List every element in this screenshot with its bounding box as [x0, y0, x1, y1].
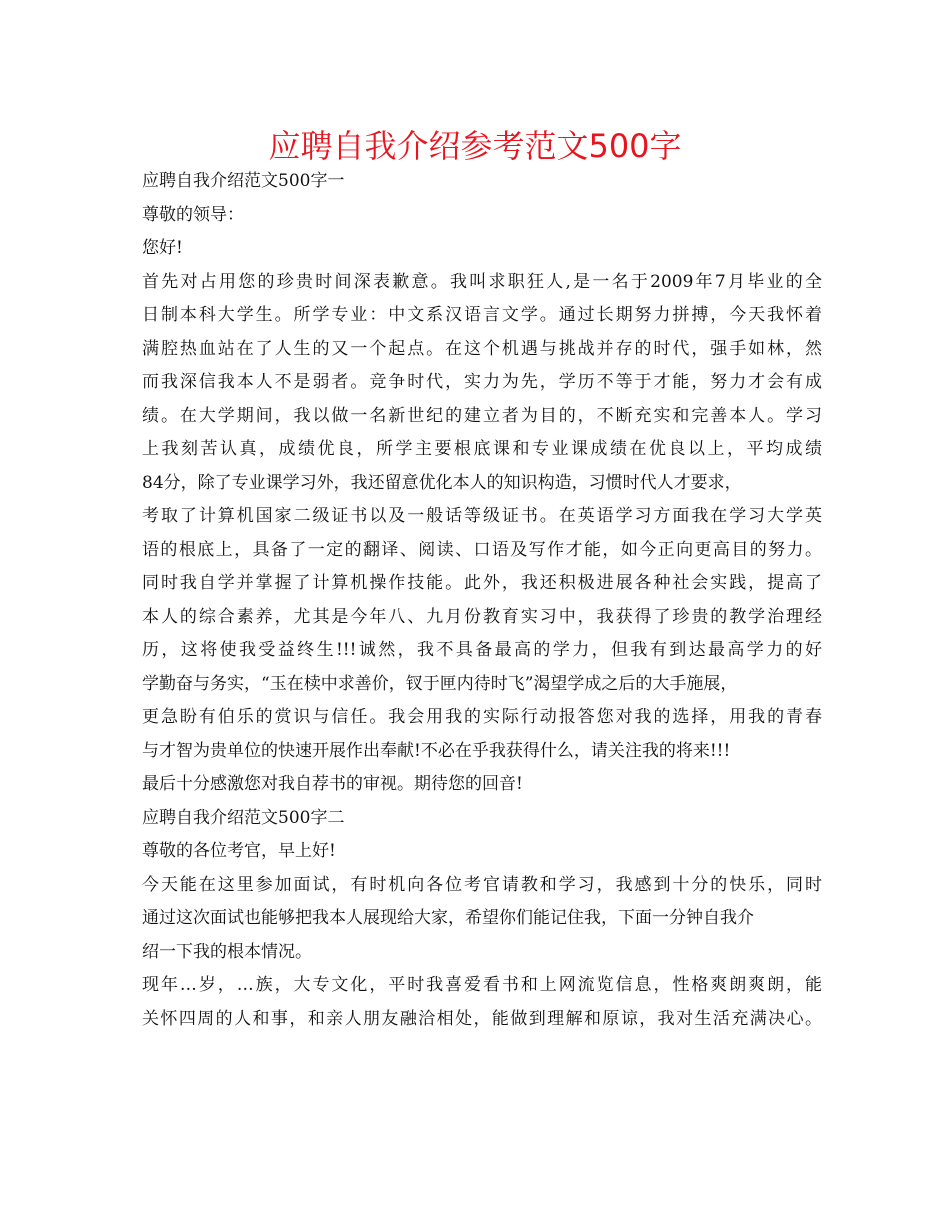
closing-line: 最后十分感激您对我自荐书的审视。期待您的回音! [142, 774, 523, 794]
paragraph-line: 学勤奋与务实，“玉在椟中求善价，钗于匣内待时飞”渴望学成之后的大手施展， [142, 673, 738, 694]
paragraph-line: 绍一下我的根本情况。 [142, 941, 312, 962]
paragraph-line: 上我刻苦认真，成绩优良，所学主要根底课和专业课成绩在优良以上，平均成绩 [142, 439, 822, 459]
paragraph-line: 关怀四周的人和事，和亲人朋友融洽相处，能做到理解和原谅，我对生活充满决心。 [142, 1008, 822, 1029]
section-heading-1: 应聘自我介绍范文500字一 [142, 171, 345, 191]
salutation: 尊敬的各位考官，早上好! [142, 841, 336, 861]
paragraph-line: 而我深信我本人不是弱者。竞争时代，实力为先，学历不等于才能，努力才会有成 [142, 372, 822, 392]
paragraph-line: 本人的综合素养，尤其是今年八、九月份教育实习中，我获得了珍贵的教学治理经 [142, 606, 822, 627]
paragraph-line: 日制本科大学生。所学专业：中文系汉语言文学。通过长期努力拼搏，今天我怀着 [142, 305, 822, 325]
paragraph-line: 首先对占用您的珍贵时间深表歉意。我叫求职狂人,是一名于2009年7月毕业的全 [142, 271, 822, 292]
paragraph-line: 语的根底上，具备了一定的翻译、阅读、口语及写作才能，如今正向更高目的努力。 [142, 539, 822, 560]
paragraph-line: 与才智为贵单位的快速开展作出奉献!不必在乎我获得什么，请关注我的将来!!! [142, 740, 731, 761]
paragraph-line: 考取了计算机国家二级证书以及一般话等级证书。在英语学习方面我在学习大学英 [142, 506, 822, 526]
paragraph-line: 84分，除了专业课学习外，我还留意优化本人的知识构造，习惯时代人才要求， [142, 472, 742, 493]
salutation: 尊敬的领导： [142, 204, 244, 225]
greeting: 您好! [142, 238, 183, 258]
document-title: 应聘自我介绍参考范文500字 [268, 127, 682, 165]
paragraph-line: 绩。在大学期间，我以做一名新世纪的建立者为目的，不断充实和完善本人。学习 [142, 405, 822, 426]
paragraph-line: 满腔热血站在了人生的又一个起点。在这个机遇与挑战并存的时代，强手如林，然 [142, 338, 822, 359]
paragraph-line: 更急盼有伯乐的赏识与信任。我会用我的实际行动报答您对我的选择，用我的青春 [142, 707, 822, 727]
paragraph-line: 今天能在这里参加面试，有时机向各位考官请教和学习，我感到十分的快乐，同时 [142, 874, 822, 895]
document-body [142, 165, 822, 1036]
section-heading-2: 应聘自我介绍范文500字二 [142, 807, 345, 828]
paragraph-line: 同时我自学并掌握了计算机操作技能。此外，我还积极进展各种社会实践，提高了 [142, 573, 822, 593]
paragraph-line: 通过这次面试也能够把我本人展现给大家，希望你们能记住我，下面一分钟自我介 [142, 908, 754, 928]
paragraph-line: 历，这将使我受益终生!!!诚然，我不具备最高的学力，但我有到达最高学力的好 [142, 640, 822, 660]
paragraph-line: 现年…岁，…族，大专文化，平时我喜爱看书和上网流览信息，性格爽朗爽朗，能 [142, 975, 822, 995]
